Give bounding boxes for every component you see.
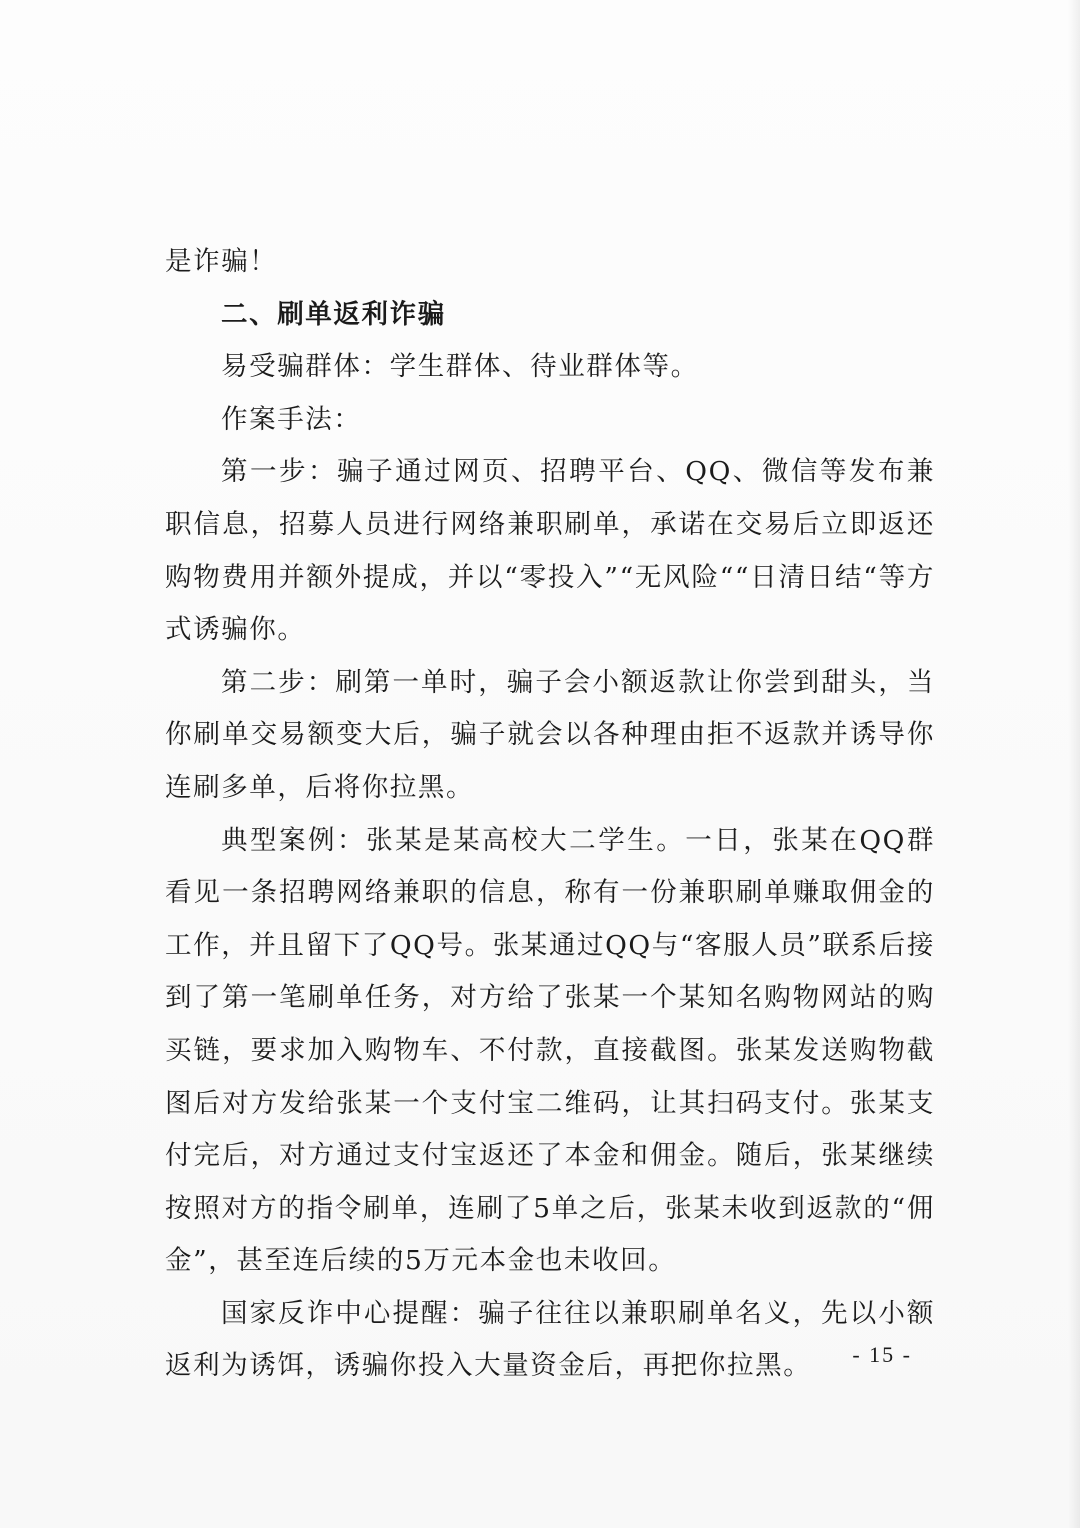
section-heading: 二、刷单返利诈骗 bbox=[221, 298, 446, 330]
paragraph-typical-case: 典型案例：张某是某高校大二学生。一日，张某在QQ群看见一条招聘网络兼职的信息，称有一份兼职刷单赚取佣金的工作，并且留下了QQ号。张某通过QQ与“客服人员”联系后接到了第一笔刷单任务，对方给了张某一个某知名购物网站的购买链，要求加入购物车、不付款，直接截图。张某发送购物截图后对方发给张某一个支付宝二维码，让其扫码支付。张某支付完后，对方通过支付宝返还了本金和佣金。随后，张某继续按照对方的指令刷单，连刷了5单之后，张某未收到返款的“佣金”，甚至连后续的5万元本金也未收回。 bbox=[165, 824, 935, 1277]
document-body bbox=[165, 236, 935, 1393]
paragraph-step-one: 第一步：骗子通过网页、招聘平台、QQ、微信等发布兼职信息，招募人员进行网络兼职刷单，承诺在交易后立即返还购物费用并额外提成，并以“零投入”“无风险““日清日结“等方式诱骗你。 bbox=[165, 456, 935, 646]
page-number: - 15 - bbox=[852, 1342, 912, 1367]
paragraph-reminder: 国家反诈中心提醒：骗子往往以兼职刷单名义，先以小额返利为诱饵，诱骗你投入大量资金后，再把你拉黑。 bbox=[165, 1297, 935, 1382]
paragraph-target-groups: 易受骗群体：学生群体、待业群体等。 bbox=[221, 351, 699, 383]
paragraph-continuation: 是诈骗！ bbox=[165, 246, 278, 277]
paragraph-step-two: 第二步：刷第一单时，骗子会小额返款让你尝到甜头，当你刷单交易额变大后，骗子就会以各种理由拒不返款并诱导你连刷多单，后将你拉黑。 bbox=[165, 666, 935, 803]
paragraph-method-label: 作案手法： bbox=[221, 403, 362, 435]
